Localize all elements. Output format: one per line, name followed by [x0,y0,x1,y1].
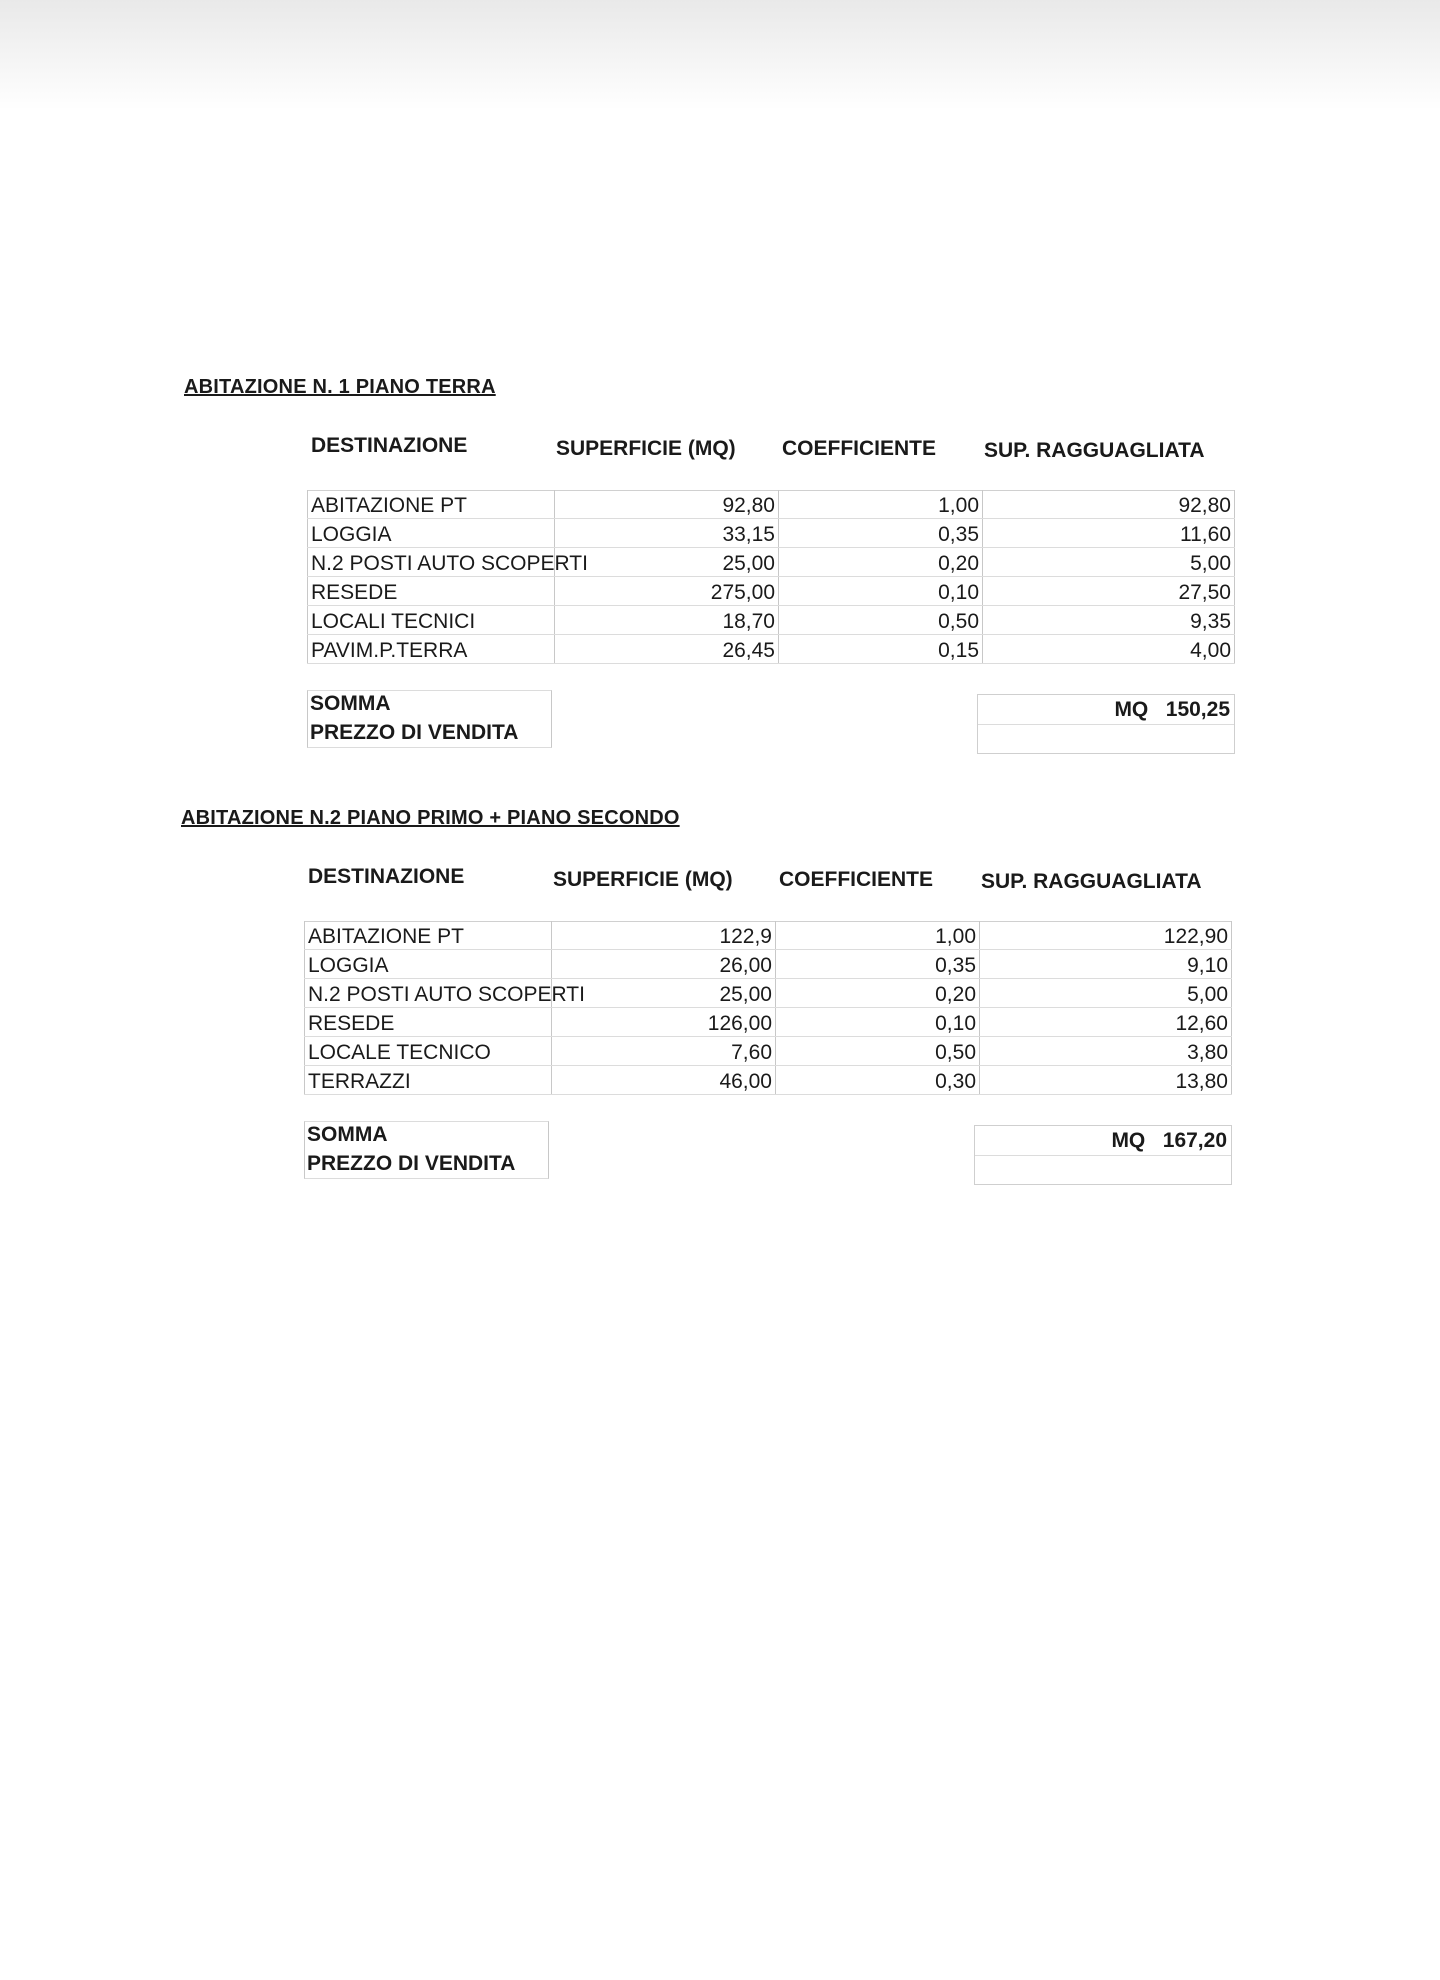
header-destinazione: DESTINAZIONE [311,434,468,457]
header-superficie: SUPERFICIE (MQ) [556,437,736,460]
cell-superficie: 33,15 [554,519,779,548]
cell-superficie: 25,00 [551,979,776,1008]
cell-destinazione: ABITAZIONE PT [307,490,554,519]
cell-destinazione: ABITAZIONE PT [304,921,551,950]
cell-ragguagliata: 3,80 [980,1037,1232,1066]
table-row [307,606,1235,635]
cell-ragguagliata: 9,10 [980,950,1232,979]
somma-label: SOMMA [307,1123,388,1146]
cell-coefficiente: 0,35 [776,950,980,979]
cell-coefficiente: 0,50 [776,1037,980,1066]
prezzo-label: PREZZO DI VENDITA [310,721,519,744]
cell-ragguagliata: 27,50 [983,577,1235,606]
cell-coefficiente: 0,35 [779,519,983,548]
cell-destinazione: LOGGIA [304,950,551,979]
cell-superficie: 122,9 [551,921,776,950]
cell-destinazione: PAVIM.P.TERRA [307,635,554,664]
cell-coefficiente: 1,00 [779,490,983,519]
cell-ragguagliata: 4,00 [983,635,1235,664]
cell-superficie: 7,60 [551,1037,776,1066]
section-title: ABITAZIONE N. 1 PIANO TERRA [184,376,496,398]
table-row [304,921,1232,950]
cell-ragguagliata: 122,90 [980,921,1232,950]
cell-coefficiente: 0,20 [776,979,980,1008]
data-table [307,490,1235,664]
table-row [307,519,1235,548]
header-coefficiente: COEFFICIENTE [779,868,934,891]
table-row [307,490,1235,519]
header-ragguagliata: SUP. RAGGUAGLIATA [981,870,1202,893]
cell-coefficiente: 1,00 [776,921,980,950]
cell-destinazione: LOGGIA [307,519,554,548]
cell-coefficiente: 0,10 [779,577,983,606]
table-row [307,548,1235,577]
cell-coefficiente: 0,50 [779,606,983,635]
somma-value: MQ 167,20 [1111,1129,1227,1152]
cell-destinazione: LOCALE TECNICO [304,1037,551,1066]
somma-label: SOMMA [310,692,391,715]
cell-ragguagliata: 5,00 [980,979,1232,1008]
cell-superficie: 18,70 [554,606,779,635]
somma-result-box [977,694,1235,754]
somma-result-box [974,1125,1232,1185]
cell-coefficiente: 0,10 [776,1008,980,1037]
cell-ragguagliata: 9,35 [983,606,1235,635]
data-table [304,921,1232,1095]
cell-superficie: 92,80 [554,490,779,519]
table-row [304,1037,1232,1066]
cell-superficie: 25,00 [554,548,779,577]
header-superficie: SUPERFICIE (MQ) [553,868,733,891]
cell-ragguagliata: 12,60 [980,1008,1232,1037]
cell-coefficiente: 0,20 [779,548,983,577]
header-destinazione: DESTINAZIONE [308,865,465,888]
cell-superficie: 275,00 [554,577,779,606]
cell-destinazione: RESEDE [307,577,554,606]
cell-superficie: 26,00 [551,950,776,979]
cell-ragguagliata: 11,60 [983,519,1235,548]
cell-ragguagliata: 92,80 [983,490,1235,519]
cell-destinazione: TERRAZZI [304,1066,551,1095]
table-row [304,1066,1232,1095]
table-row [304,979,1232,1008]
table-row [307,635,1235,664]
cell-destinazione: LOCALI TECNICI [307,606,554,635]
cell-destinazione: N.2 POSTI AUTO SCOPERTI [307,548,554,577]
cell-ragguagliata: 13,80 [980,1066,1232,1095]
table-row [304,1008,1232,1037]
table-row [307,577,1235,606]
table-row [304,950,1232,979]
section-title: ABITAZIONE N.2 PIANO PRIMO + PIANO SECONDO [181,807,680,829]
header-ragguagliata: SUP. RAGGUAGLIATA [984,439,1205,462]
cell-superficie: 26,45 [554,635,779,664]
cell-coefficiente: 0,15 [779,635,983,664]
cell-ragguagliata: 5,00 [983,548,1235,577]
somma-value: MQ 150,25 [1114,698,1230,721]
scan-shadow [0,0,1440,110]
cell-destinazione: N.2 POSTI AUTO SCOPERTI [304,979,551,1008]
cell-coefficiente: 0,30 [776,1066,980,1095]
cell-destinazione: RESEDE [304,1008,551,1037]
cell-superficie: 126,00 [551,1008,776,1037]
header-coefficiente: COEFFICIENTE [782,437,937,460]
cell-superficie: 46,00 [551,1066,776,1095]
prezzo-label: PREZZO DI VENDITA [307,1152,516,1175]
